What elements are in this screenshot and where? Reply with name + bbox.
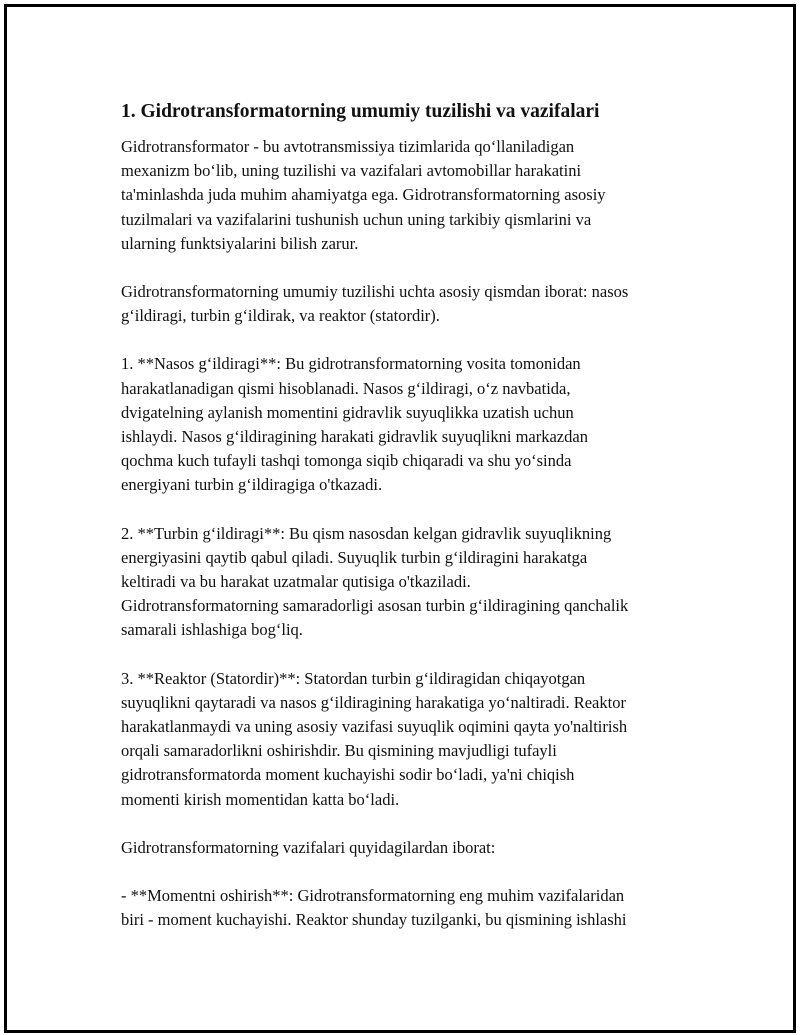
paragraph-torque-increase: - **Momentni oshirish**: Gidrotransformatorning eng muhim vazifalaridan biri - moment kuchayishi. Reaktor shunday tuzilganki, bu qismining ishlashi bbox=[121, 886, 627, 930]
paragraph-turbine-wheel: 2. **Turbin g‘ildiragi**: Bu qism nasosdan kelgan gidravlik suyuqlikning energiyasini qaytib qabul qiladi. Suyuqlik turbin g‘ildiragini harakatga keltiradi va bu harakat uzatmalar qutisiga o'tkaziladi. Gidrotransformatorning samaradorligi asosan turbin g‘ildiragining qanchalik samarali ishlashiga bog‘liq. bbox=[121, 523, 629, 640]
paragraph-pump-wheel: 1. **Nasos g‘ildiragi**: Bu gidrotransformatorning vosita tomonidan harakatlanadigan qismi hisoblanadi. Nasos g‘ildiragi, o‘z navbatida, dvigatelning aylanish momentini gidravlik suyuqlikka uzatish uchun ishlaydi. Nasos g‘ildiragining harakati gidravlik suyuqlikni markazdan qochma kuch tufayli tashqi tomonga siqib chiqaradi va shu yo‘sinda energiyani turbin g‘ildiragiga o'tkazadi. bbox=[121, 354, 588, 495]
page-frame bbox=[4, 4, 796, 1033]
document-title: 1. Gidrotransformatorning umumiy tuzilishi va vazifalari bbox=[121, 101, 600, 122]
paragraph-reactor: 3. **Reaktor (Statordir)**: Statordan turbin g‘ildiragidan chiqayotgan suyuqlikni qaytaradi va nasos g‘ildiragining harakatiga yo‘naltiradi. Reaktor harakatlanmaydi va uning asosiy vazifasi suyuqlik oqimini qayta yo'naltirish orqali samaradorlikni oshirishdir. Bu qismining mavjudligi tufayli gidrotransformatorda moment kuchayishi sodir bo‘ladi, ya'ni chiqish momenti kirish momentidan katta bo‘ladi. bbox=[121, 668, 628, 809]
paragraph-functions-heading: Gidrotransformatorning vazifalari quyidagilardan iborat: bbox=[121, 837, 496, 857]
document-body bbox=[121, 99, 711, 956]
paragraph-structure: Gidrotransformatorning umumiy tuzilishi uchta asosiy qismdan iborat: nasos g‘ildiragi, turbin g‘ildirak, va reaktor (statordir). bbox=[121, 282, 629, 326]
paragraph-intro: Gidrotransformator - bu avtotransmissiya tizimlarida qo‘llaniladigan mexanizm bo‘lib, uning tuzilishi va vazifalari avtomobillar harakatini ta'minlashda juda muhim ahamiyatga ega. Gidrotransformatorning asosiy tuzilmalari va vazifalarini tushunish uchun uning tarkibiy qismlarini va ularning funktsiyalarini bilish zarur. bbox=[121, 137, 606, 253]
